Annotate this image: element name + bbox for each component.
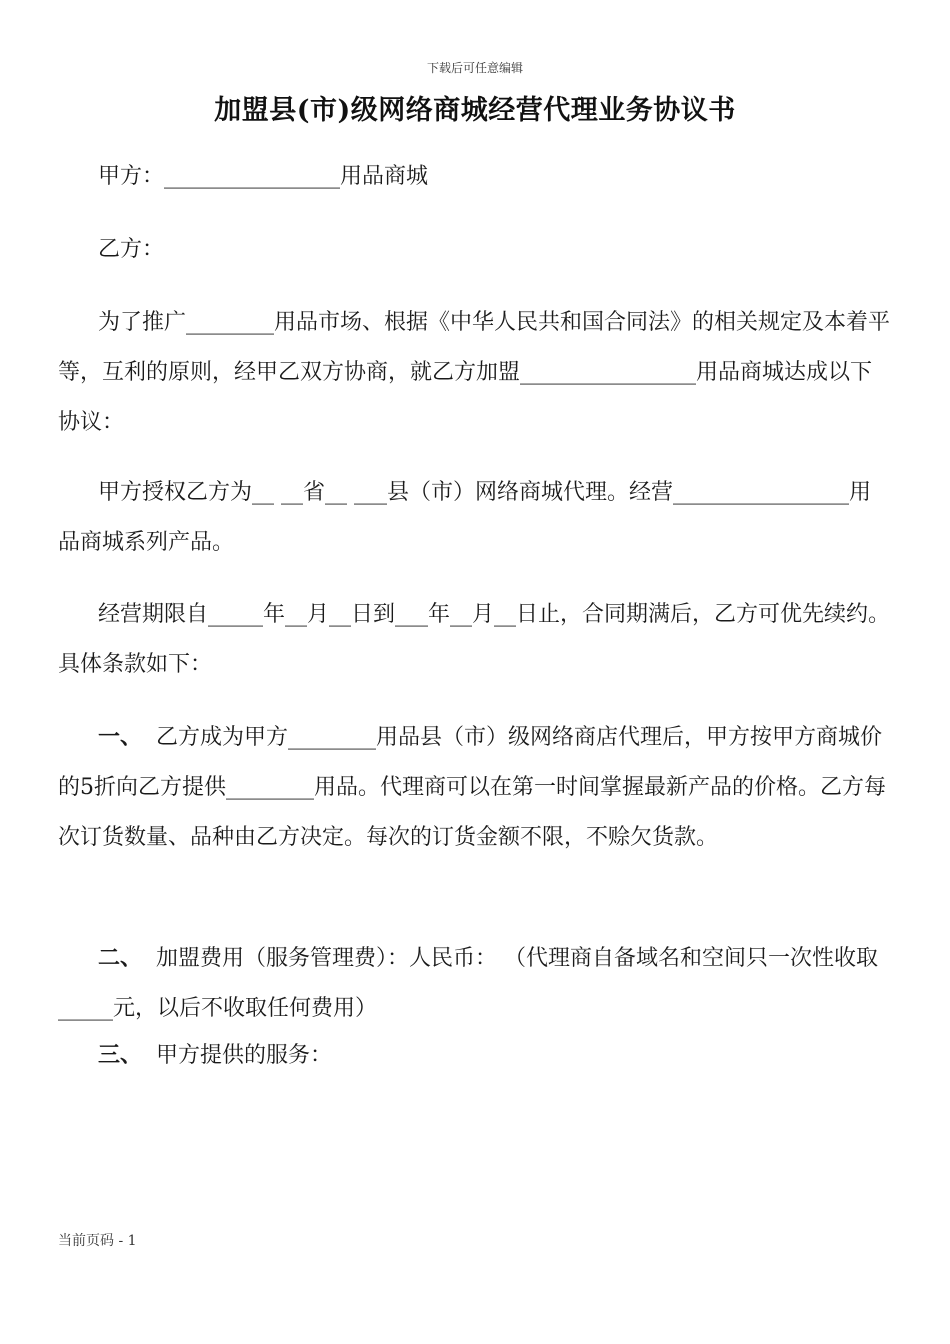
document-title: 加盟县(市)级网络商城经营代理业务协议书 <box>214 95 736 126</box>
header-note: 下载后可任意编辑 <box>426 61 523 75</box>
page-number-footer: 当前页码 - 1 <box>58 1233 137 1249</box>
clause-3-number: 三、 <box>98 1042 143 1068</box>
clause-1-text: 乙方成为甲方________用品县（市）级网络商店代理后，甲方按甲方商城价的5折向乙方提供________用品。代理商可以在第一时间掌握最新产品的价格。乙方每次订货数量、品种由乙方决定。每次的订货金额不限，不赊欠货款。 <box>58 725 886 850</box>
clause-1-number: 一、 <box>98 724 143 750</box>
party-a-line: 甲方：________________用品商城 <box>98 164 429 189</box>
term-paragraph: 经营期限自_____年__月__日到___年__月__日止，合同期满后，乙方可优先续约。具体条款如下： <box>58 602 891 677</box>
clause-3-text: 甲方提供的服务： <box>156 1043 333 1068</box>
party-b-line: 乙方： <box>98 237 165 262</box>
clause-2-number: 二、 <box>98 945 143 971</box>
authorization-paragraph: 甲方授权乙方为__ __省__ ___县（市）网络商城代理。经营________________用品商城系列产品。 <box>58 480 871 555</box>
intro-paragraph: 为了推广________用品市场、根据《中华人民共和国合同法》的相关规定及本着平等，互利的原则，经甲乙双方协商，就乙方加盟________________用品商城达成以下协议： <box>58 310 891 435</box>
clause-1 <box>58 712 890 863</box>
clause-2 <box>58 933 890 1034</box>
clause-3 <box>58 1030 890 1081</box>
clause-2-text: 加盟费用（服务管理费）：人民币： （代理商自备域名和空间只一次性收取_____元，以后不收取任何费用） <box>58 946 879 1021</box>
